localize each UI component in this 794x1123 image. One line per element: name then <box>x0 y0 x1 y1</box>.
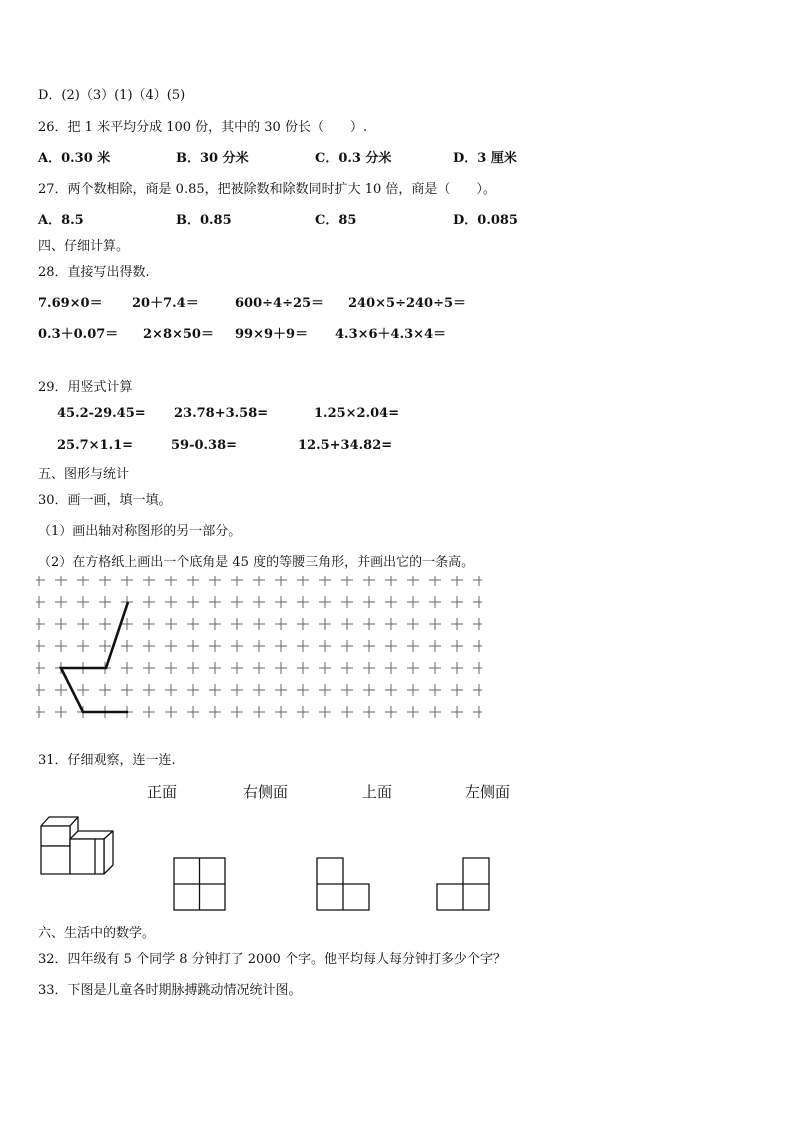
view-label-top: 上面 <box>362 783 393 801</box>
q31-question: 31．仔细观察，连一连. <box>38 753 176 768</box>
view-shape-l-right[interactable] <box>436 857 492 913</box>
view-shape-l-left[interactable] <box>316 857 372 913</box>
q28-expr: 600÷4÷25＝ <box>235 296 325 311</box>
q28-question: 28．直接写出得数. <box>38 265 150 280</box>
q27-option-d: D．0.085 <box>453 213 518 228</box>
q29-expr: 25.7×1.1= <box>57 438 134 453</box>
grid-paper[interactable] <box>36 576 486 736</box>
view-label-left: 左侧面 <box>465 783 511 801</box>
q29-expr: 12.5+34.82= <box>298 438 393 453</box>
q26-option-a: A．0.30 米 <box>38 151 111 166</box>
q28-expr: 7.69×0＝ <box>38 296 103 311</box>
q28-expr: 0.3＋0.07＝ <box>38 327 119 342</box>
q25-option-d: D．(2)（3）(1)（4）(5) <box>38 88 186 103</box>
section-6-title: 六、生活中的数学。 <box>38 926 156 941</box>
q27-question: 27．两个数相除，商是 0.85，把被除数和除数同时扩大 10 倍，商是（ ）。 <box>38 182 496 197</box>
q29-expr: 23.78+3.58= <box>174 406 269 421</box>
q26-question: 26．把 1 米平均分成 100 份，其中的 30 份长（ ）. <box>38 120 368 135</box>
section-4-title: 四、仔细计算。 <box>38 239 130 254</box>
view-shape-square[interactable] <box>173 857 227 913</box>
q29-expr: 1.25×2.04= <box>314 406 400 421</box>
q33-question: 33．下图是儿童各时期脉搏跳动情况统计图。 <box>38 983 302 998</box>
view-label-front: 正面 <box>147 783 178 801</box>
q26-option-b: B．30 分米 <box>176 151 249 166</box>
q30-part-1: （1）画出轴对称图形的另一部分。 <box>38 524 242 539</box>
q29-expr: 45.2-29.45= <box>57 406 146 421</box>
q28-expr: 2×8×50＝ <box>143 327 214 342</box>
q29-expr: 59-0.38= <box>171 438 238 453</box>
q30-question: 30．画一画，填一填。 <box>38 493 172 508</box>
q26-option-d: D．3 厘米 <box>453 151 517 166</box>
q28-expr: 20＋7.4＝ <box>132 296 199 311</box>
half-figure-outline <box>61 602 128 712</box>
view-label-right: 右侧面 <box>243 783 289 801</box>
q27-option-c: C．85 <box>315 213 357 228</box>
q29-question: 29．用竖式计算 <box>38 380 133 395</box>
q27-option-a: A．8.5 <box>38 213 84 228</box>
q28-expr: 99×9＋9＝ <box>235 327 309 342</box>
q32-question: 32．四年级有 5 个同学 8 分钟打了 2000 个字。他平均每人每分钟打多少个字？ <box>38 952 506 967</box>
q26-option-c: C．0.3 分米 <box>315 151 392 166</box>
q28-expr: 240×5÷240÷5＝ <box>348 296 467 311</box>
section-5-title: 五、图形与统计 <box>38 467 130 482</box>
cube-stack-figure <box>36 812 126 882</box>
q30-part-2: （2）在方格纸上画出一个底角是 45 度的等腰三角形，并画出它的一条高。 <box>38 555 475 570</box>
q27-option-b: B．0.85 <box>176 213 232 228</box>
q28-expr: 4.3×6＋4.3×4＝ <box>335 327 447 342</box>
